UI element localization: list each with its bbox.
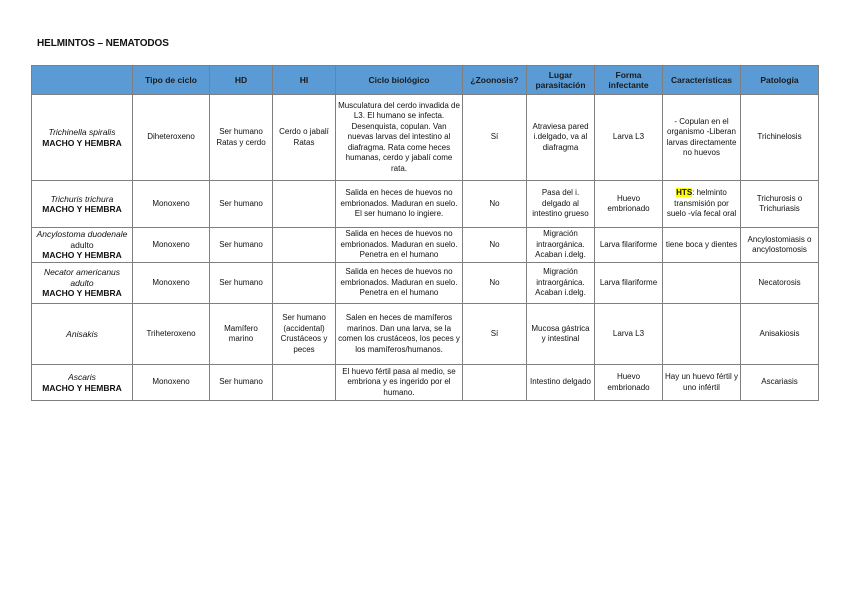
caract-cell (663, 365, 741, 401)
header-lugar: Lugar parasitación (527, 66, 595, 95)
header-caracteristicas: Características (663, 66, 741, 95)
lugar-cell: Migración intraorgánica. Acaban i.delg. (527, 263, 595, 304)
caract-text: - Copulan en el organismo -Liberan larvas directamente no huevos (666, 116, 737, 157)
table-row (32, 228, 819, 263)
table-row (32, 365, 819, 401)
species-sex: MACHO Y HEMBRA (42, 204, 122, 214)
document-title: HELMINTOS – NEMATODOS (37, 38, 169, 49)
forma-cell: Huevo embrionado (595, 365, 663, 401)
zoonosis-cell: Sí (463, 304, 527, 365)
table-row (32, 181, 819, 228)
lugar-cell: Migración intraorgánica. Acaban i.delg. (527, 228, 595, 263)
zoonosis-cell: Sí (463, 95, 527, 181)
zoonosis-cell: No (463, 181, 527, 228)
zoonosis-cell: No (463, 263, 527, 304)
species-cell (32, 181, 133, 228)
species-cell (32, 228, 133, 263)
species-name: Anisakis (66, 328, 98, 339)
caract-text: Hay un huevo fértil y uno infértil (665, 372, 738, 392)
hd-cell: Ser humano (210, 365, 273, 401)
caract-text: tiene boca y dientes (665, 239, 738, 249)
caract-text: : helminto transmisión por suelo -vía fecal oral (666, 188, 737, 219)
forma-cell: Larva filariforme (595, 263, 663, 304)
nematodes-table (31, 65, 819, 401)
hd-cell: Mamífero marino (210, 304, 273, 365)
ciclo-cell: El huevo fértil pasa al medio, se embriona y es ingerido por el humano. (336, 365, 463, 401)
header-zoonosis: ¿Zoonosis? (463, 66, 527, 95)
hi-cell: Cerdo o jabalí Ratas (273, 95, 336, 181)
ciclo-cell: Salen en heces de mamíferos marinos. Dan una larva, se la comen los crustáceos, los peces y los mamíferos/humanos. (336, 304, 463, 365)
hi-cell (273, 181, 336, 228)
tipo-cell: Monoxeno (133, 263, 210, 304)
species-name: Trichinella spiralis (48, 127, 116, 137)
caract-cell (663, 228, 741, 263)
species-name: Ascaris (68, 372, 96, 382)
hd-cell: Ser humano Ratas y cerdo (210, 95, 273, 181)
lugar-cell: Atraviesa pared i.delgado, va al diafragma (527, 95, 595, 181)
table-row (32, 304, 819, 365)
lugar-cell: Pasa del i. delgado al intestino grueso (527, 181, 595, 228)
header-hd: HD (210, 66, 273, 95)
zoonosis-cell: No (463, 228, 527, 263)
patologia-cell: Anisakiosis (741, 304, 819, 365)
species-name: Ancylostoma duodenale (36, 229, 128, 240)
header-ciclo-biologico: Ciclo biológico (336, 66, 463, 95)
header-forma: Forma infectante (595, 66, 663, 95)
species-cell (32, 304, 133, 365)
table-row (32, 263, 819, 304)
species-name: Necator americanus adulto (43, 267, 121, 288)
ciclo-cell: Salida en heces de huevos no embrionados. Maduran en suelo. El ser humano lo ingiere. (336, 181, 463, 228)
header-tipo-ciclo: Tipo de ciclo (133, 66, 210, 95)
patologia-cell: Trichurosis o Trichuriasis (741, 181, 819, 228)
lugar-cell: Intestino delgado (527, 365, 595, 401)
hd-cell: Ser humano (210, 181, 273, 228)
species-sex: MACHO Y HEMBRA (42, 382, 122, 393)
species-sex: MACHO Y HEMBRA (42, 137, 122, 148)
ciclo-cell: Salida en heces de huevos no embrionados. Maduran en suelo. Penetra en el humano (336, 263, 463, 304)
caract-cell (663, 95, 741, 181)
tipo-cell: Diheteroxeno (133, 95, 210, 181)
lugar-cell: Mucosa gástrica y intestinal (527, 304, 595, 365)
forma-cell: Larva L3 (595, 304, 663, 365)
patologia-cell: Necatorosis (741, 263, 819, 304)
species-sex: MACHO Y HEMBRA (42, 250, 122, 261)
ciclo-cell: Musculatura del cerdo invadida de L3. El humano se infecta. Desenquista, copulan. Van nuevas larvas del intestino al diafragma. Rata come heces humanas, cerdo y jabalí come rata. (336, 95, 463, 181)
species-cell (32, 365, 133, 401)
hd-cell: Ser humano (210, 228, 273, 263)
tipo-cell: Monoxeno (133, 365, 210, 401)
header-hi: HI (273, 66, 336, 95)
caract-cell (663, 263, 741, 304)
species-suffix: adulto (70, 239, 94, 250)
hi-cell (273, 228, 336, 263)
hi-cell: Ser humano (accidental) Crustáceos y peces (273, 304, 336, 365)
species-cell (32, 95, 133, 181)
forma-cell: Huevo embrionado (595, 181, 663, 228)
hd-cell: Ser humano (210, 263, 273, 304)
species-sex: MACHO Y HEMBRA (42, 288, 122, 299)
tipo-cell: Triheteroxeno (133, 304, 210, 365)
header-patologia: Patología (741, 66, 819, 95)
forma-cell: Larva L3 (595, 95, 663, 181)
caract-cell (663, 304, 741, 365)
species-cell (32, 263, 133, 304)
caract-highlight: HTS (676, 188, 693, 198)
forma-cell: Larva filariforme (595, 228, 663, 263)
hi-cell (273, 365, 336, 401)
patologia-cell: Ancylostomiasis o ancylostomosis (741, 228, 819, 263)
header-species (32, 66, 133, 95)
species-name-group (34, 229, 130, 250)
table-row (32, 95, 819, 181)
ciclo-cell: Salida en heces de huevos no embrionados. Maduran en suelo. Penetra en el humano (336, 228, 463, 263)
patologia-cell: Trichinelosis (741, 95, 819, 181)
zoonosis-cell (463, 365, 527, 401)
species-name: Trichuris trichura (50, 193, 114, 204)
header-row (32, 66, 819, 95)
tipo-cell: Monoxeno (133, 228, 210, 263)
hi-cell (273, 263, 336, 304)
tipo-cell: Monoxeno (133, 181, 210, 228)
patologia-cell: Ascariasis (741, 365, 819, 401)
caract-cell (663, 181, 741, 228)
